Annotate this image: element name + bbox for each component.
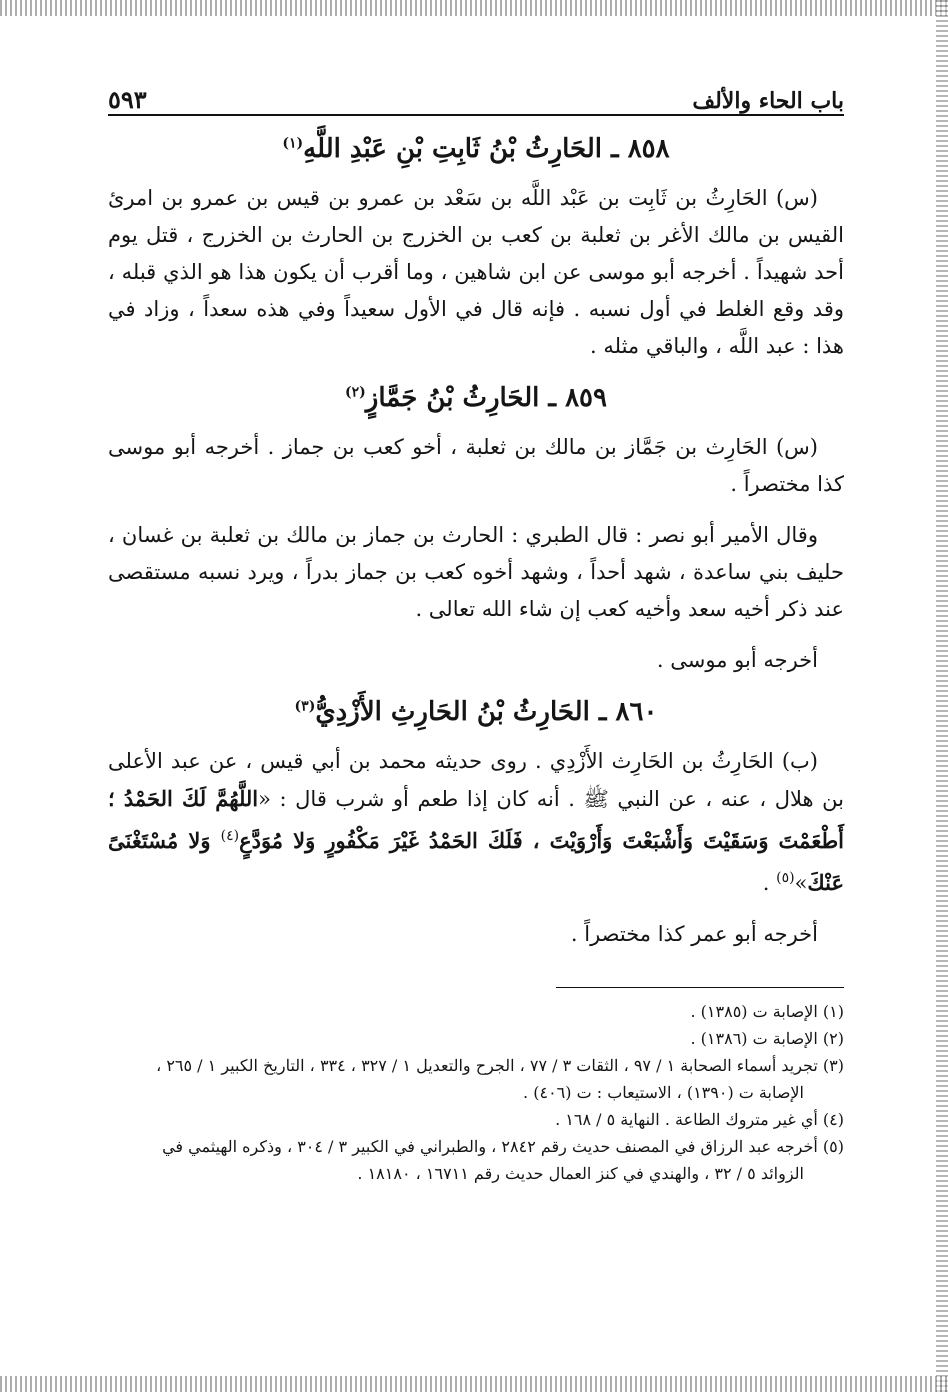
footnote-continuation: الإصابة ت (١٣٩٠) ، الاستيعاب : ت (٤٠٦) . — [523, 1083, 804, 1102]
chapter-title: باب الحاء والألف — [692, 88, 844, 114]
entry-title-text: ٨٦٠ ـ الحَارِثُ بْنُ الحَارِثِ الأَزْدِيُّ — [315, 697, 658, 727]
footnote-continuation: الزوائد ٥ / ٣٢ ، والهندي في كنز العمال حديث رقم ١٦٧١١ ، ١٨١٨٠ . — [357, 1164, 804, 1183]
sentence-end: . — [762, 871, 777, 895]
entry-859-paragraph-1: (س) الحَارِث بن جَمَّاز بن مالك بن ثعلبة ، أخو كعب بن جماز . أخرجه أبو موسى كذا مختصراً . — [108, 435, 844, 496]
footnote-text: (٣) تجريد أسماء الصحابة ١ / ٩٧ ، الثقات ٣ / ٧٧ ، الجرح والتعديل ١ / ٣٢٧ ، ٣٣٤ ، التاريخ الكبير ١ / ٢٦٥ ، — [156, 1056, 844, 1075]
footnote-text: (٤) أي غير متروك الطاعة . النهاية ٥ / ١٦٨ . — [555, 1110, 844, 1129]
running-header — [108, 70, 844, 116]
footnote-ref: (٢) — [344, 384, 366, 401]
entry-title-text: ٨٥٩ ـ الحَارِثُ بْنُ جَمَّازٍ — [365, 383, 607, 413]
entry-858-paragraph: (س) الحَارِثُ بن ثَابِت بن عَبْد اللَّه بن سَعْد بن عمرو بن قيس بن عمرو بن امرئ القيس بن مالك الأغر بن ثعلبة بن كعب بن الخزرج بن الحارث بن الخزرج ، قتل يوم أحد شهيداً . أخرجه أبو موسى عن ابن شاهين ، وما أقرب أن يكون هذا هو الذي قبله ، وقد وقع الغلط في أول نسبه . فإنه قال في الأول سعيداً وفي هذه سعداً ، وزاد في هذا : عبد اللَّه ، والباقي مثله . — [108, 186, 844, 358]
footnote-text: (٥) أخرجه عبد الرزاق في المصنف حديث رقم ٢٨٤٢ ، والطبراني في الكبير ٣ / ٣٠٤ ، وذكره الهيثمي في — [162, 1137, 844, 1156]
page-number: ٥٩٣ — [108, 85, 147, 114]
footnote-text: (١) الإصابة ت (١٣٨٥) . — [690, 1002, 844, 1021]
entry-859-paragraph-3: أخرجه أبو موسى . — [656, 648, 818, 672]
footnote-2 — [108, 1025, 844, 1052]
footnote-4 — [108, 1106, 844, 1133]
entry-860-paragraph-2: أخرجه أبو عمر كذا مختصراً . — [570, 922, 818, 946]
footnote-ref: (٤) — [220, 828, 240, 844]
entry-title-858 — [108, 134, 844, 164]
hadith-quote-end: وَلا مُسْتَغْنَىً عَنْكَ — [108, 828, 844, 895]
footnote-ref: (٣) — [294, 698, 316, 715]
page-border-right — [936, 0, 948, 1392]
entry-title-860 — [108, 697, 844, 727]
footnote-text: (٢) الإصابة ت (١٣٨٦) . — [690, 1029, 844, 1048]
page-border-bottom — [0, 1376, 948, 1392]
entry-859-paragraph-2: وقال الأمير أبو نصر : قال الطبري : الحارث بن جماز بن مالك بن ثعلبة بن غسان ، حليف بني ساعدة ، شهد أحداً ، وشهد أخوه كعب بن جماز بدراً ، ويرد نسبه مستقصى عند ذكر أخيه سعد وأخيه كعب إن شاء الله تعالى . — [108, 523, 844, 621]
footnote-ref: (١) — [282, 135, 304, 152]
hadith-intro: (ب) الحَارِثُ بن الحَارِث الأَزْدِي . روى حديثه محمد بن أبي قيس ، عن عبد الأعلى بن هلال ، عنه ، عن النبي ﷺ . أنه كان إذا طعم أو شرب قال : « — [108, 749, 845, 811]
page-border-top — [0, 0, 948, 16]
footnote-5 — [108, 1133, 844, 1187]
hadith-quote: اللَّهُمَّ لَكَ الحَمْدُ ؛ أَطْعَمْتَ وَسَقَيْتَ وَأَشْبَعْتَ وَأَرْوَيْتَ ، فَلَكَ الحَمْدُ غَيْرَ مَكْفُورٍ وَلا مُوَدَّعٍ — [108, 786, 844, 853]
footnote-separator — [556, 987, 844, 988]
footnotes — [108, 998, 844, 1187]
entry-title-text: ٨٥٨ ـ الحَارِثُ بْنُ ثَابِتِ بْنِ عَبْدِ اللَّهِ — [303, 134, 670, 164]
entry-860-paragraph-1 — [108, 743, 844, 902]
entry-title-859 — [108, 383, 844, 413]
footnote-3 — [108, 1052, 844, 1106]
page-content — [108, 70, 844, 1187]
footnote-1 — [108, 998, 844, 1025]
quote-close: » — [794, 871, 808, 895]
footnote-ref: (٥) — [776, 870, 795, 886]
